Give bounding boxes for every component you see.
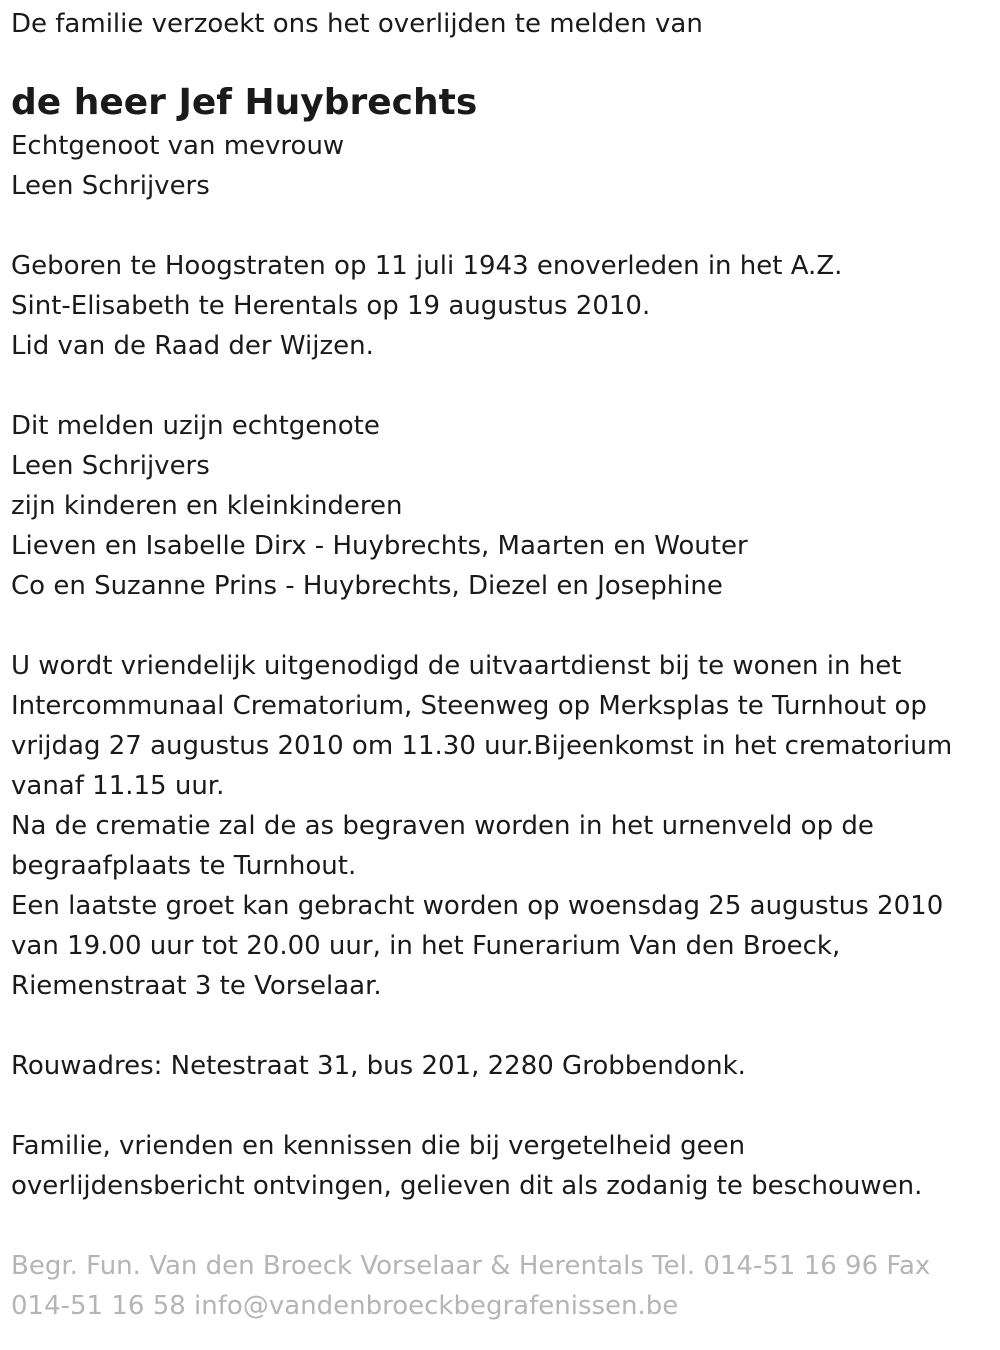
ceremony-line: vanaf 11.15 uur. (11, 771, 225, 801)
footer-line: Begr. Fun. Van den Broeck Vorselaar & Herentals Tel. 014-51 16 96 Fax (11, 1251, 931, 1281)
announcer-line: Leen Schrijvers (11, 451, 210, 481)
deceased-name: de heer Jef Huybrechts (11, 82, 478, 123)
announcers-section (11, 406, 990, 606)
announcer-line: Dit melden uzijn echtgenote (11, 411, 380, 441)
spacer (11, 206, 990, 246)
bio-line: Geboren te Hoogstraten op 11 juli 1943 enoverleden in het A.Z. (11, 251, 843, 281)
spacer (11, 1206, 990, 1246)
ceremony-line: van 19.00 uur tot 20.00 uur, in het Funerarium Van den Broeck, (11, 931, 841, 961)
ceremony-line: begraafplaats te Turnhout. (11, 851, 357, 881)
ceremony-line: Intercommunaal Crematorium, Steenweg op Merksplas te Turnhout op (11, 691, 927, 721)
spacer (11, 606, 990, 646)
intro-text: De familie verzoekt ons het overlijden te melden van (11, 9, 703, 39)
ceremony-line: Na de crematie zal de as begraven worden in het urnenveld op de (11, 811, 874, 841)
ceremony-line: U wordt vriendelijk uitgenodigd de uitvaartdienst bij te wonen in het (11, 651, 902, 681)
notice-line: Familie, vrienden en kennissen die bij vergetelheid geen (11, 1131, 746, 1161)
announcer-line: Lieven en Isabelle Dirx - Huybrechts, Maarten en Wouter (11, 531, 748, 561)
ceremony-line: Riemenstraat 3 te Vorselaar. (11, 971, 382, 1001)
footer-line: 014-51 16 58 info@vandenbroeckbegrafenissen.be (11, 1291, 679, 1321)
bio-line: Lid van de Raad der Wijzen. (11, 331, 374, 361)
bio-line: Sint-Elisabeth te Herentals op 19 augustus 2010. (11, 291, 651, 321)
spouse-name: Leen Schrijvers (11, 171, 210, 201)
spouse-line: Echtgenoot van mevrouw (11, 131, 345, 161)
spacer (11, 366, 990, 406)
biography-section (11, 246, 990, 366)
ceremony-line: Een laatste groet kan gebracht worden op woensdag 25 augustus 2010 (11, 891, 944, 921)
announcer-line: zijn kinderen en kleinkinderen (11, 491, 403, 521)
ceremony-line: vrijdag 27 augustus 2010 om 11.30 uur.Bijeenkomst in het crematorium (11, 731, 953, 761)
funeral-home-footer (11, 1246, 990, 1326)
ceremony-section (11, 646, 990, 1006)
announcer-line: Co en Suzanne Prins - Huybrechts, Diezel en Josephine (11, 571, 723, 601)
spacer (11, 1086, 990, 1126)
mourning-address: Rouwadres: Netestraat 31, bus 201, 2280 Grobbendonk. (11, 1051, 746, 1081)
notice-section (11, 1126, 990, 1206)
spouse-section (11, 126, 990, 206)
spacer (11, 1006, 990, 1046)
notice-line: overlijdensbericht ontvingen, gelieven dit als zodanig te beschouwen. (11, 1171, 923, 1201)
